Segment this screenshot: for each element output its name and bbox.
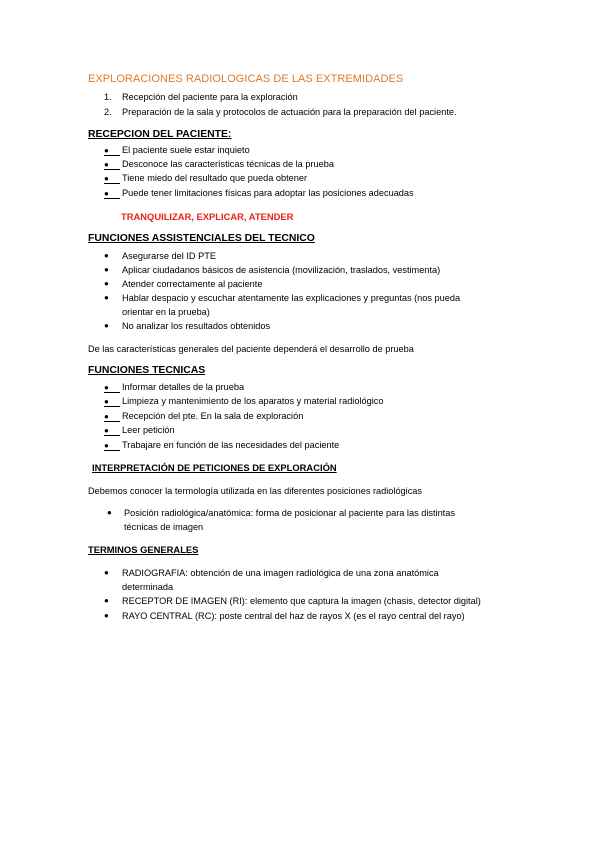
list-item: Aplicar ciudadanos básicos de asistencia (movilización, traslados, vestimenta) bbox=[122, 265, 441, 275]
list-item: RADIOGRAFIA: obtención de una imagen radiológica de una zona anatómica bbox=[122, 568, 439, 578]
list-item: Limpieza y mantenimiento de los aparatos y material radiológico bbox=[122, 396, 384, 406]
list-item: Leer petición bbox=[122, 425, 175, 435]
section-heading-terminos: TERMINOS GENERALES bbox=[88, 544, 199, 555]
list-item: Puede tener limitaciones físicas para adoptar las posiciones adecuadas bbox=[122, 188, 414, 198]
list-number: 2. bbox=[104, 107, 112, 117]
bullet: ● bbox=[104, 568, 109, 577]
bullet: ● bbox=[104, 596, 109, 605]
list-item: Desconoce las características técnicas de la prueba bbox=[122, 159, 334, 169]
bullet: ● bbox=[104, 293, 109, 302]
list-number: 1. bbox=[104, 92, 112, 102]
bullet: ● bbox=[104, 411, 120, 422]
section-heading-asistenciales: FUNCIONES ASSISTENCIALES DEL TECNICO bbox=[88, 233, 315, 244]
paragraph: De las características generales del paciente dependerá el desarrollo de prueba bbox=[88, 344, 414, 354]
list-item: Tiene miedo del resultado que pueda obtener bbox=[122, 173, 308, 183]
bullet: ● bbox=[104, 145, 120, 156]
bullet: ● bbox=[104, 188, 120, 199]
bullet: ● bbox=[107, 508, 112, 517]
section-heading-recepcion: RECEPCION DEL PACIENTE: bbox=[88, 129, 232, 140]
list-item: Recepción del paciente para la exploración bbox=[122, 92, 298, 102]
bullet: ● bbox=[104, 382, 120, 393]
list-item: No analizar los resultados obtenidos bbox=[122, 321, 271, 331]
list-item: El paciente suele estar inquieto bbox=[122, 145, 250, 155]
bullet: ● bbox=[104, 440, 120, 451]
list-item: Informar detalles de la prueba bbox=[122, 382, 245, 392]
list-item: Trabajare en función de las necesidades del paciente bbox=[122, 440, 340, 450]
bullet: ● bbox=[104, 279, 109, 288]
list-item: Recepción del pte. En la sala de exploración bbox=[122, 411, 304, 421]
paragraph: Debemos conocer la termología utilizada en las diferentes posiciones radiológicas bbox=[88, 486, 422, 496]
bullet: ● bbox=[104, 265, 109, 274]
document-title: EXPLORACIONES RADIOLOGICAS DE LAS EXTREMIDADES bbox=[88, 73, 404, 85]
list-item: Asegurarse del ID PTE bbox=[122, 251, 216, 261]
list-item: RECEPTOR DE IMAGEN (RI): elemento que captura la imagen (chasis, detector digital) bbox=[122, 596, 481, 606]
list-item: Hablar despacio y escuchar atentamente las explicaciones y preguntas (nos pueda bbox=[122, 293, 461, 303]
list-item: RAYO CENTRAL (RC): poste central del haz de rayos X (es el rayo central del rayo) bbox=[122, 611, 465, 621]
section-heading-interpretacion: INTERPRETACIÓN DE PETICIONES DE EXPLORACIÓN bbox=[92, 462, 337, 473]
list-item: Preparación de la sala y protocolos de actuación para la preparación del paciente. bbox=[122, 107, 457, 117]
bullet: ● bbox=[104, 321, 109, 330]
list-item: Atender correctamente al paciente bbox=[122, 279, 263, 289]
list-item-continuation: técnicas de imagen bbox=[124, 522, 204, 532]
list-item: Posición radiológica/anatómica: forma de posicionar al paciente para las distintas bbox=[124, 508, 455, 518]
bullet: ● bbox=[104, 396, 120, 407]
highlight-text: TRANQUILIZAR, EXPLICAR, ATENDER bbox=[121, 211, 294, 222]
bullet: ● bbox=[104, 611, 109, 620]
bullet: ● bbox=[104, 425, 120, 436]
list-item-continuation: orientar en la prueba) bbox=[122, 307, 210, 317]
list-item-continuation: determinada bbox=[122, 582, 174, 592]
bullet: ● bbox=[104, 251, 109, 260]
section-heading-tecnicas: FUNCIONES TECNICAS bbox=[88, 365, 206, 376]
bullet: ● bbox=[104, 159, 120, 170]
bullet: ● bbox=[104, 173, 120, 184]
